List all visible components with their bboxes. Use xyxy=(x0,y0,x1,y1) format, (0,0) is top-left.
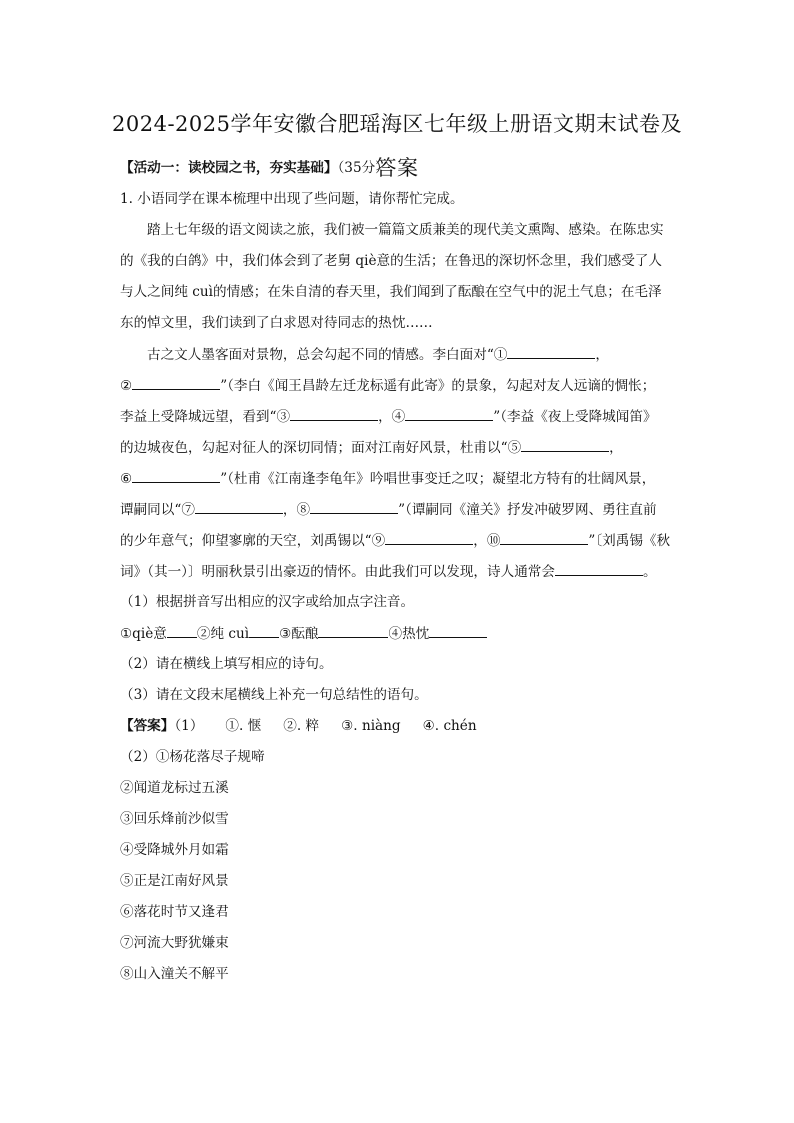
text-run: ， xyxy=(609,440,623,456)
answer-line: ③回乐烽前沙似雪 xyxy=(120,811,229,827)
text-run: ”（谭嗣同《潼关》抒发冲破罗网、勇往直前 xyxy=(398,502,657,518)
text-run: 李益上受降城远望，看到“③ xyxy=(120,409,291,425)
fill-blank-c[interactable] xyxy=(318,623,388,638)
text-run: ，④ xyxy=(378,409,406,425)
blank-2[interactable] xyxy=(132,375,220,390)
title-line-2: 答案 xyxy=(375,156,419,180)
answer-line: ④受降城外月如霜 xyxy=(120,842,229,858)
sub-question-3: （3）请在文段末尾横线上补充一句总结性的语句。 xyxy=(120,687,428,703)
paragraph-1-line-4: 东的悼文里，我们读到了白求恩对待同志的热忱…… xyxy=(120,315,433,331)
paragraph-2-line-2 xyxy=(120,375,680,396)
text-run: ”（杜甫《江南逢李龟年》吟唱世事变迁之叹；凝望北方特有的壮阔风景， xyxy=(220,471,656,487)
fill-blank-d[interactable] xyxy=(429,623,487,638)
paragraph-1-line-3: 与人之间纯 cuì的情感；在朱自清的春天里，我们闻到了酝酿在空气中的泥土气息；在毛泽 xyxy=(120,284,662,300)
title-line-1: 2024-2025学年安徽合肥瑶海区七年级上册语文期末试卷及 xyxy=(112,112,682,136)
blank-6[interactable] xyxy=(132,468,220,483)
blank-7[interactable] xyxy=(195,499,283,514)
answer-line: ⑧山入潼关不解平 xyxy=(120,966,229,982)
paragraph-2-line-1 xyxy=(147,344,680,365)
paragraph-2-line-7 xyxy=(120,530,680,551)
paragraph-2-line-3 xyxy=(120,406,680,427)
answer-label: 【答案】 xyxy=(120,718,175,734)
fill-blank-b[interactable] xyxy=(249,623,279,638)
answer-item: ③. niàng xyxy=(341,718,401,734)
answer-part-number: （1） xyxy=(174,718,204,734)
paragraph-1-line-1: 踏上七年级的语文阅读之旅，我们被一篇篇文质兼美的现代美文熏陶、感染。在陈忠实 xyxy=(147,222,664,238)
paragraph-1-line-2: 的《我的白鸽》中，我们体会到了老舅 qiè意的生活；在鲁迅的深切怀念里，我们感受了人 xyxy=(120,253,662,269)
paragraph-2-line-5 xyxy=(120,468,680,489)
fill-in-row xyxy=(120,623,680,644)
sub-question-1: （1）根据拼音写出相应的汉字或给加点字注音。 xyxy=(120,594,415,610)
section-title: 【活动一：读校园之书，夯实基础】 xyxy=(120,160,338,176)
question-1-stem: 1. 小语同学在课本梳理中出现了些问题，请你帮忙完成。 xyxy=(120,191,464,207)
blank-4[interactable] xyxy=(405,406,493,421)
fill-label-d: ④热忱 xyxy=(388,626,430,642)
blank-3[interactable] xyxy=(290,406,378,421)
answer-item: ②. 粹 xyxy=(283,718,320,734)
text-run: ，⑩ xyxy=(473,533,501,549)
section-score: （35分） xyxy=(337,160,389,176)
blank-10[interactable] xyxy=(500,530,588,545)
text-run: 的边城夜色，勾起对征人的深切同情；面对江南好风景，杜甫以“⑤ xyxy=(120,440,522,456)
paragraph-2-line-6 xyxy=(120,499,680,520)
text-run: ， xyxy=(595,347,609,363)
answer-item: ①. 惬 xyxy=(225,718,262,734)
text-run: ② xyxy=(120,378,133,394)
text-run: 谭嗣同以“⑦ xyxy=(120,502,195,518)
answer-line: ⑤正是江南好风景 xyxy=(120,873,229,889)
fill-label-b: ②纯 cuì xyxy=(196,626,250,642)
fill-label-a: ①qiè意 xyxy=(120,626,167,642)
blank-8[interactable] xyxy=(310,499,398,514)
answer-line: ⑥落花时节又逢君 xyxy=(120,904,229,920)
blank-5[interactable] xyxy=(521,437,609,452)
paragraph-2-line-4 xyxy=(120,437,680,458)
sub-question-2: （2）请在横线上填写相应的诗句。 xyxy=(120,656,333,672)
text-run: 词》（其一）〕明丽秋景引出豪迈的情怀。由此我们可以发现，诗人通常会 xyxy=(120,564,555,580)
blank-summary[interactable] xyxy=(555,561,643,576)
blank-1[interactable] xyxy=(507,344,595,359)
text-run: ”〔刘禹锡《秋 xyxy=(588,533,671,549)
answer-part-2-first: （2）①杨花落尽子规啼 xyxy=(120,749,265,765)
text-run: 的少年意气；仰望寥廓的天空，刘禹锡以“⑨ xyxy=(120,533,386,549)
answer-line: ②闻道龙标过五溪 xyxy=(120,780,229,796)
fill-blank-a[interactable] xyxy=(167,623,197,638)
text-run: ⑥ xyxy=(120,471,133,487)
section-heading xyxy=(120,158,680,178)
text-run: ”（李白《闻王昌龄左迁龙标遥有此寄》的景象，勾起对友人远谪的惆怅； xyxy=(220,378,656,394)
text-run: ，⑧ xyxy=(282,502,311,518)
blank-9[interactable] xyxy=(385,530,473,545)
text-run: ”（李益《夜上受降城闻笛》 xyxy=(493,409,657,425)
answer-part-1 xyxy=(120,716,680,736)
text-run: 。 xyxy=(643,564,657,580)
text-run: 古之文人墨客面对景物，总会勾起不同的情感。李白面对“① xyxy=(147,347,508,363)
paragraph-2-line-8 xyxy=(120,561,680,582)
answer-item: ④. chén xyxy=(422,718,477,734)
answer-line: ⑦河流大野犹嫌束 xyxy=(120,935,229,951)
fill-label-c: ③酝酿 xyxy=(279,626,319,642)
